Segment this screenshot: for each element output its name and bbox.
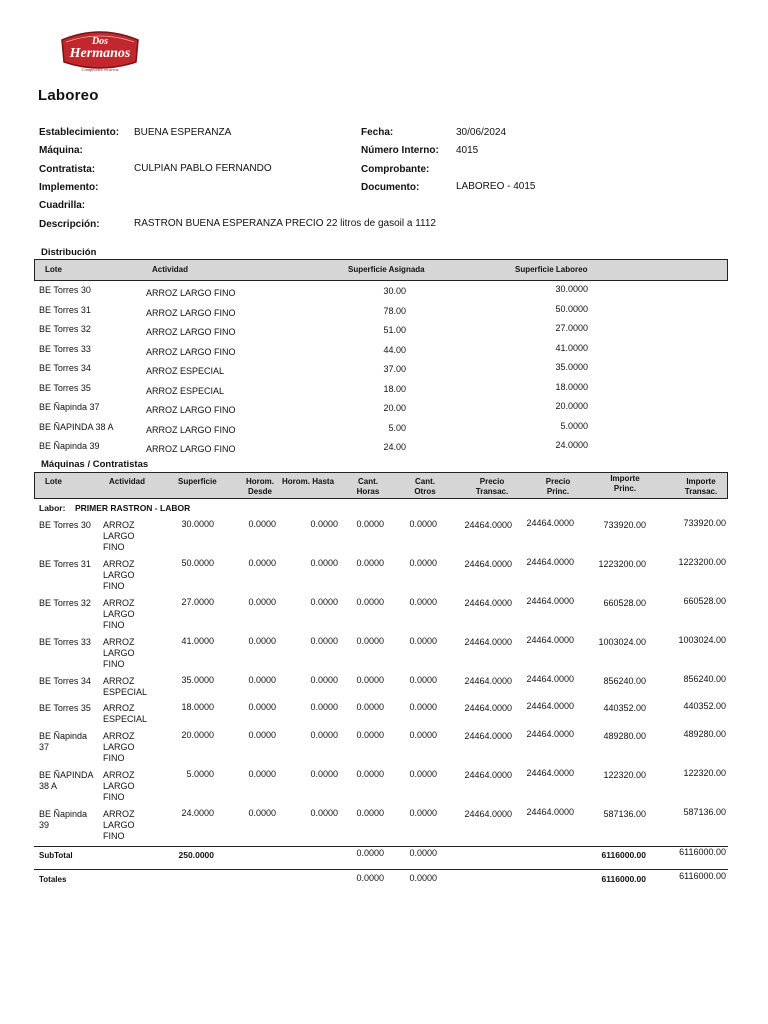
maq-cell-horom-desde: 0.0000: [248, 558, 276, 568]
maq-cell-actividad-line: ARROZ: [103, 703, 135, 713]
dist-cell-sup-asignada: 51.00: [383, 325, 406, 335]
maq-cell-actividad-line: LARGO: [103, 570, 135, 580]
col-header-importe-princ-line1: Importe: [610, 474, 640, 483]
dist-cell-sup-asignada: 20.00: [383, 403, 406, 413]
maq-cell-precio-transac: 24464.0000: [464, 520, 512, 530]
contratista-value: CULPIAN PABLO FERNANDO: [134, 163, 272, 174]
logo-tagline: Campeones en arroz: [81, 67, 119, 72]
maq-cell-actividad-line: ARROZ: [103, 731, 135, 741]
maq-cell-precio-transac: 24464.0000: [464, 598, 512, 608]
maq-cell-lote: [39, 520, 101, 531]
col-header-importe-transac: [677, 477, 725, 497]
col-header-cant-horas: [348, 477, 388, 497]
maq-cell-lote-line: 38 A: [39, 781, 58, 791]
labor-label: Labor:: [39, 503, 66, 513]
maq-cell-cant-horas: 0.0000: [356, 808, 384, 818]
maq-cell-actividad-line: FINO: [103, 831, 125, 841]
maq-cell-actividad-line: LARGO: [103, 648, 135, 658]
maq-cell-superficie: 35.0000: [181, 675, 214, 685]
maq-cell-lote-line: BE Torres 30: [39, 520, 91, 530]
maq-cell-importe-princ: 1223200.00: [598, 559, 646, 569]
subtotal-top-rule: [34, 846, 728, 847]
maq-cell-actividad-line: LARGO: [103, 531, 135, 541]
establecimiento-label: Establecimiento:: [39, 127, 120, 138]
maq-cell-importe-princ: 660528.00: [603, 598, 646, 608]
dist-cell-lote: BE ÑAPINDA 38 A: [39, 421, 114, 432]
dist-cell-lote: BE Ñapinda 37: [39, 402, 100, 412]
col-header-actividad: Actividad: [109, 477, 146, 486]
maquina-label: Máquina:: [39, 145, 83, 156]
maq-cell-horom-desde: 0.0000: [248, 808, 276, 818]
maq-cell-precio-princ: 24464.0000: [526, 518, 574, 528]
maq-cell-superficie: 18.0000: [181, 702, 214, 712]
dist-cell-sup-asignada: 18.00: [383, 383, 406, 394]
maq-cell-actividad-line: ARROZ: [103, 598, 135, 608]
totales-importe-princ: 6116000.00: [601, 874, 646, 884]
maq-cell-precio-transac: 24464.0000: [464, 809, 512, 819]
maq-cell-cant-otros: 0.0000: [409, 519, 437, 529]
dist-cell-actividad: ARROZ ESPECIAL: [146, 385, 225, 396]
maq-cell-lote-line: BE Torres 32: [39, 598, 91, 608]
maq-cell-importe-princ: 856240.00: [603, 676, 646, 686]
maq-cell-actividad-line: ARROZ: [103, 559, 135, 569]
logo-text-line1: Dos: [91, 36, 109, 47]
maq-cell-cant-horas: 0.0000: [356, 636, 384, 646]
maq-cell-precio-transac: 24464.0000: [464, 559, 512, 569]
dist-cell-actividad: ARROZ ESPECIAL: [146, 366, 225, 376]
maq-cell-cant-otros: 0.0000: [409, 597, 437, 607]
dist-cell-sup-laboreo: 35.0000: [555, 362, 588, 372]
maq-cell-precio-transac: 24464.0000: [464, 637, 512, 647]
maq-cell-lote: [39, 703, 101, 714]
col-header-precio-transac-line1: Precio: [479, 477, 505, 486]
maq-cell-cant-horas: 0.0000: [356, 558, 384, 568]
distribucion-section-title: Distribución: [41, 247, 97, 258]
maq-cell-actividad-line: ARROZ: [103, 520, 135, 530]
maq-cell-lote-line: 39: [39, 820, 50, 830]
col-header-importe-princ: [603, 474, 647, 494]
maq-cell-cant-horas: 0.0000: [356, 597, 384, 607]
dist-cell-actividad: ARROZ LARGO FINO: [146, 288, 236, 298]
col-header-precio-princ-line1: Precio: [545, 477, 571, 486]
maq-cell-importe-transac: 733920.00: [683, 518, 726, 528]
col-header-cant-otros-line1: Cant.: [415, 477, 435, 486]
maq-cell-importe-transac: 122320.00: [683, 768, 726, 778]
maq-cell-horom-hasta: 0.0000: [310, 636, 338, 646]
maquinas-section-title: Máquinas / Contratistas: [41, 459, 149, 470]
col-header-importe-transac-line2: Transac.: [684, 487, 718, 496]
fecha-label: Fecha:: [361, 127, 394, 138]
totales-cant-horas: 0.0000: [356, 873, 384, 883]
maq-cell-cant-horas: 0.0000: [356, 730, 384, 740]
maq-cell-actividad-line: ESPECIAL: [103, 687, 148, 697]
numero-interno-value: 4015: [456, 145, 479, 156]
maq-cell-cant-horas: 0.0000: [356, 702, 384, 712]
maq-cell-importe-transac: 660528.00: [683, 596, 726, 606]
maq-cell-horom-desde: 0.0000: [248, 675, 276, 685]
cuadrilla-label: Cuadrilla:: [39, 200, 86, 211]
maq-cell-horom-hasta: 0.0000: [310, 702, 338, 712]
maq-cell-importe-princ: 122320.00: [603, 770, 646, 780]
dist-cell-lote: BE Torres 33: [39, 343, 91, 354]
col-header-importe-transac-line1: Importe: [686, 477, 716, 486]
maq-cell-lote: [39, 559, 101, 570]
distribucion-header: [34, 259, 728, 281]
maq-cell-actividad-line: FINO: [103, 659, 125, 669]
maq-cell-importe-transac: 856240.00: [683, 674, 726, 684]
maq-cell-importe-transac: 489280.00: [683, 729, 726, 739]
dist-cell-actividad: ARROZ LARGO FINO: [146, 307, 236, 318]
totales-top-rule: [34, 869, 728, 870]
maq-cell-superficie: 20.0000: [181, 730, 214, 740]
subtotal-label: SubTotal: [39, 851, 73, 860]
dist-cell-actividad: ARROZ LARGO FINO: [146, 424, 236, 435]
maq-cell-actividad-line: ARROZ: [103, 637, 135, 647]
maq-cell-precio-transac: 24464.0000: [464, 676, 512, 686]
dist-cell-actividad: ARROZ LARGO FINO: [146, 327, 236, 337]
maq-cell-importe-princ: 489280.00: [603, 731, 646, 741]
maq-cell-superficie: 50.0000: [181, 558, 214, 568]
dist-cell-lote: BE Torres 35: [39, 382, 91, 393]
col-header-cant-otros: [405, 477, 445, 497]
totales-importe-transac: 6116000.00: [679, 871, 726, 881]
maq-cell-lote: [39, 809, 101, 831]
maq-cell-actividad-line: LARGO: [103, 742, 135, 752]
dist-cell-sup-laboreo: 50.0000: [555, 303, 588, 314]
maq-cell-precio-princ: 24464.0000: [526, 768, 574, 778]
maq-cell-precio-princ: 24464.0000: [526, 701, 574, 711]
maq-cell-lote: [39, 598, 101, 609]
dist-cell-sup-laboreo: 18.0000: [555, 381, 588, 392]
col-header-horom-hasta: Horom. Hasta: [282, 477, 335, 486]
col-header-horom-desde-line2: Desde: [247, 487, 272, 496]
maq-cell-cant-otros: 0.0000: [409, 675, 437, 685]
maq-cell-actividad-line: LARGO: [103, 820, 135, 830]
dist-cell-sup-laboreo: 24.0000: [555, 440, 588, 450]
maq-cell-lote: [39, 731, 101, 753]
maq-cell-actividad-line: ESPECIAL: [103, 714, 148, 724]
maq-cell-cant-horas: 0.0000: [356, 519, 384, 529]
maq-cell-cant-otros: 0.0000: [409, 769, 437, 779]
dist-cell-sup-laboreo: 30.0000: [555, 284, 588, 294]
col-header-cant-otros-line2: Otros: [414, 487, 436, 496]
maq-cell-lote-line: 37: [39, 742, 50, 752]
maq-cell-lote: [39, 770, 101, 792]
maq-cell-cant-otros: 0.0000: [409, 558, 437, 568]
col-header-horom-desde: [235, 477, 285, 497]
maq-cell-lote-line: BE Ñapinda: [39, 731, 88, 741]
dist-cell-actividad: ARROZ LARGO FINO: [146, 405, 236, 415]
dist-cell-sup-laboreo: 27.0000: [555, 323, 588, 333]
page-title: Laboreo: [38, 87, 99, 104]
maq-cell-actividad-line: ARROZ: [103, 770, 135, 780]
maq-cell-lote: [39, 637, 101, 648]
maq-cell-importe-princ: 587136.00: [603, 809, 646, 819]
col-header-horom-desde-line1: Horom.: [246, 477, 274, 486]
maq-cell-precio-princ: 24464.0000: [526, 807, 574, 817]
contratista-label: Contratista:: [39, 164, 96, 175]
subtotal-importe-transac: 6116000.00: [679, 847, 726, 857]
maq-cell-actividad-line: FINO: [103, 792, 125, 802]
maq-cell-cant-otros: 0.0000: [409, 730, 437, 740]
maq-cell-actividad-line: LARGO: [103, 781, 135, 791]
totales-cant-otros: 0.0000: [409, 873, 437, 883]
subtotal-superficie: 250.0000: [178, 850, 214, 860]
maq-cell-superficie: 30.0000: [181, 519, 214, 529]
maq-cell-importe-princ: 440352.00: [603, 703, 646, 713]
subtotal-cant-horas: 0.0000: [356, 848, 384, 858]
maq-cell-lote-line: BE ÑAPINDA: [39, 770, 94, 780]
subtotal-cant-otros: 0.0000: [409, 848, 437, 858]
dist-cell-sup-laboreo: 5.0000: [560, 420, 588, 431]
col-header-importe-princ-line2: Princ.: [613, 484, 637, 493]
maq-cell-precio-princ: 24464.0000: [526, 674, 574, 684]
logo-text-line2: Hermanos: [69, 46, 131, 61]
comprobante-label: Comprobante:: [361, 164, 430, 175]
maq-cell-horom-desde: 0.0000: [248, 769, 276, 779]
col-header-cant-horas-line2: Horas: [356, 487, 380, 496]
maq-cell-actividad-line: FINO: [103, 581, 125, 591]
maq-cell-precio-princ: 24464.0000: [526, 596, 574, 606]
implemento-label: Implemento:: [39, 182, 99, 193]
dist-cell-lote: BE Torres 32: [39, 324, 91, 334]
company-logo: [56, 26, 144, 74]
descripcion-value: RASTRON BUENA ESPERANZA PRECIO 22 litros de gasoil a 1112: [134, 218, 436, 229]
maq-cell-precio-transac: 24464.0000: [464, 731, 512, 741]
maq-cell-horom-hasta: 0.0000: [310, 769, 338, 779]
maq-cell-actividad-line: ARROZ: [103, 809, 135, 819]
maq-cell-importe-transac: 587136.00: [683, 807, 726, 817]
maq-cell-actividad-line: ARROZ: [103, 676, 135, 686]
dist-cell-sup-laboreo: 20.0000: [555, 401, 588, 411]
maq-cell-lote-line: BE Torres 35: [39, 703, 91, 713]
maq-cell-lote: [39, 676, 101, 687]
dist-cell-sup-asignada: 78.00: [383, 305, 406, 316]
col-header-cant-horas-line1: Cant.: [358, 477, 378, 486]
maq-cell-horom-hasta: 0.0000: [310, 675, 338, 685]
dist-cell-actividad: ARROZ LARGO FINO: [146, 346, 236, 357]
numero-interno-label: Número Interno:: [361, 145, 439, 156]
maq-cell-cant-horas: 0.0000: [356, 675, 384, 685]
maq-cell-actividad-line: FINO: [103, 753, 125, 763]
labor-value: PRIMER RASTRON - LABOR: [75, 503, 191, 513]
maq-cell-horom-hasta: 0.0000: [310, 597, 338, 607]
dist-cell-actividad: ARROZ LARGO FINO: [146, 444, 236, 454]
maq-cell-precio-princ: 24464.0000: [526, 729, 574, 739]
maq-cell-horom-hasta: 0.0000: [310, 730, 338, 740]
col-header-lote: Lote: [45, 265, 62, 274]
maq-cell-importe-princ: 1003024.00: [598, 637, 646, 647]
maq-cell-horom-hasta: 0.0000: [310, 519, 338, 529]
maq-cell-horom-desde: 0.0000: [248, 519, 276, 529]
maq-cell-horom-desde: 0.0000: [248, 597, 276, 607]
col-header-superficie: Superficie: [178, 477, 217, 486]
maq-cell-horom-desde: 0.0000: [248, 636, 276, 646]
maq-cell-importe-transac: 1223200.00: [678, 557, 726, 567]
maq-cell-lote-line: BE Torres 31: [39, 559, 91, 569]
totales-label: Totales: [39, 875, 67, 884]
documento-value: LABOREO - 4015: [456, 181, 536, 192]
maq-cell-cant-otros: 0.0000: [409, 808, 437, 818]
maq-cell-actividad-line: LARGO: [103, 609, 135, 619]
maq-cell-cant-otros: 0.0000: [409, 636, 437, 646]
maq-cell-actividad-line: FINO: [103, 542, 125, 552]
col-header-sup-laboreo: Superficie Laboreo: [515, 265, 588, 274]
dist-cell-sup-asignada: 37.00: [383, 364, 406, 374]
dist-cell-sup-asignada: 44.00: [383, 344, 406, 355]
documento-label: Documento:: [361, 182, 420, 193]
maq-cell-superficie: 24.0000: [181, 808, 214, 818]
maq-cell-horom-hasta: 0.0000: [310, 808, 338, 818]
col-header-lote: Lote: [45, 477, 62, 486]
maq-cell-lote-line: BE Torres 33: [39, 637, 91, 647]
maq-cell-importe-princ: 733920.00: [603, 520, 646, 530]
maq-cell-precio-transac: 24464.0000: [464, 703, 512, 713]
col-header-precio-transac-line2: Transac.: [475, 487, 509, 496]
maq-cell-actividad-line: FINO: [103, 620, 125, 630]
col-header-sup-asignada: Superficie Asignada: [348, 265, 425, 274]
dist-cell-lote: BE Torres 30: [39, 285, 91, 295]
col-header-actividad: Actividad: [152, 265, 189, 274]
fecha-value: 30/06/2024: [456, 127, 507, 138]
maquinas-header: [34, 472, 728, 499]
maq-cell-superficie: 27.0000: [181, 597, 214, 607]
col-header-precio-princ: [536, 477, 580, 497]
col-header-precio-transac: [470, 477, 514, 497]
descripcion-label: Descripción:: [39, 219, 100, 230]
maq-cell-lote-line: BE Ñapinda: [39, 809, 88, 819]
dist-cell-sup-laboreo: 41.0000: [555, 342, 588, 353]
dist-cell-lote: BE Ñapinda 39: [39, 441, 100, 451]
maq-cell-superficie: 41.0000: [181, 636, 214, 646]
col-header-precio-princ-line2: Princ.: [546, 487, 570, 496]
logo-badge-icon: [56, 26, 144, 74]
maq-cell-horom-desde: 0.0000: [248, 730, 276, 740]
maq-cell-lote-line: BE Torres 34: [39, 676, 91, 686]
maq-cell-horom-hasta: 0.0000: [310, 558, 338, 568]
maq-cell-superficie: 5.0000: [186, 769, 214, 779]
establecimiento-value: BUENA ESPERANZA: [134, 127, 232, 138]
maq-cell-precio-princ: 24464.0000: [526, 635, 574, 645]
dist-cell-lote: BE Torres 34: [39, 363, 91, 373]
maq-cell-importe-transac: 1003024.00: [678, 635, 726, 645]
dist-cell-sup-asignada: 30.00: [383, 286, 406, 296]
maq-cell-importe-transac: 440352.00: [683, 701, 726, 711]
maq-cell-cant-otros: 0.0000: [409, 702, 437, 712]
dist-cell-sup-asignada: 24.00: [383, 442, 406, 452]
dist-cell-lote: BE Torres 31: [39, 304, 91, 315]
maq-cell-precio-transac: 24464.0000: [464, 770, 512, 780]
maq-cell-horom-desde: 0.0000: [248, 702, 276, 712]
dist-cell-sup-asignada: 5.00: [388, 422, 406, 433]
subtotal-importe-princ: 6116000.00: [601, 850, 646, 860]
maq-cell-precio-princ: 24464.0000: [526, 557, 574, 567]
maq-cell-cant-horas: 0.0000: [356, 769, 384, 779]
